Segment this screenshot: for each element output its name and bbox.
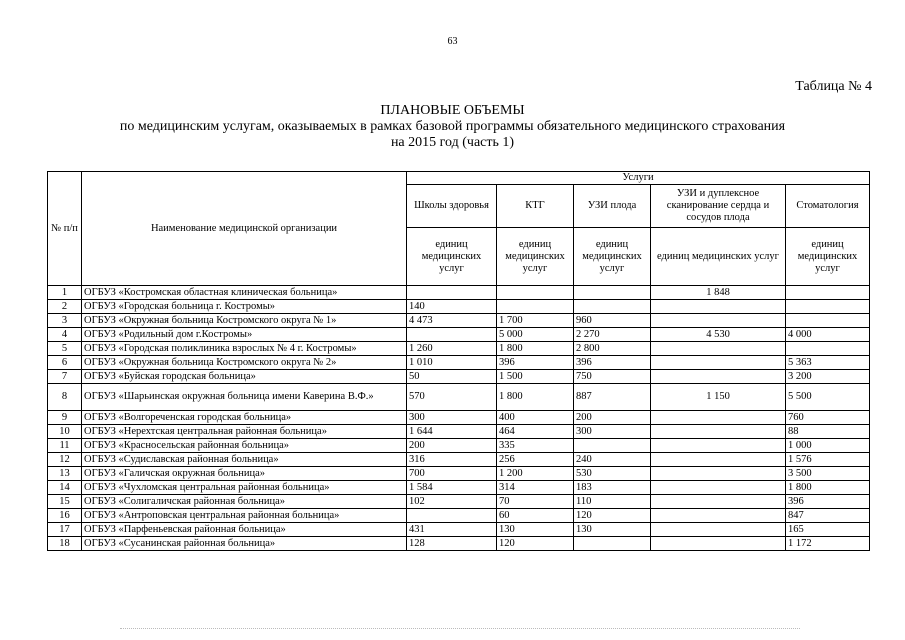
header-org: Наименование медицинской организации bbox=[82, 172, 407, 286]
row-number: 9 bbox=[48, 411, 82, 425]
value-heart-ultrasound bbox=[651, 411, 786, 425]
value-fetal-ultrasound bbox=[574, 286, 651, 300]
value-fetal-ultrasound: 750 bbox=[574, 370, 651, 384]
value-health-schools: 1 260 bbox=[407, 342, 497, 356]
value-fetal-ultrasound: 120 bbox=[574, 509, 651, 523]
table-row bbox=[48, 425, 870, 439]
header-unit-3: единиц медицинских услуг bbox=[574, 228, 651, 286]
table-row bbox=[48, 537, 870, 551]
value-dentistry: 88 bbox=[786, 425, 870, 439]
value-health-schools: 300 bbox=[407, 411, 497, 425]
value-ktg: 256 bbox=[497, 453, 574, 467]
value-heart-ultrasound bbox=[651, 300, 786, 314]
header-col-1: Школы здоровья bbox=[407, 185, 497, 228]
header-col-3: УЗИ плода bbox=[574, 185, 651, 228]
value-ktg: 60 bbox=[497, 509, 574, 523]
value-health-schools: 4 473 bbox=[407, 314, 497, 328]
row-number: 10 bbox=[48, 425, 82, 439]
org-name: ОГБУЗ «Буйская городская больница» bbox=[82, 370, 407, 384]
org-name: ОГБУЗ «Окружная больница Костромского округа № 2» bbox=[82, 356, 407, 370]
planned-volumes-table bbox=[47, 171, 870, 551]
value-health-schools: 128 bbox=[407, 537, 497, 551]
value-fetal-ultrasound: 396 bbox=[574, 356, 651, 370]
value-heart-ultrasound bbox=[651, 495, 786, 509]
value-ktg: 464 bbox=[497, 425, 574, 439]
header-services: Услуги bbox=[407, 172, 870, 185]
org-name: ОГБУЗ «Судиславская районная больница» bbox=[82, 453, 407, 467]
value-health-schools: 316 bbox=[407, 453, 497, 467]
value-health-schools: 1 644 bbox=[407, 425, 497, 439]
value-fetal-ultrasound: 300 bbox=[574, 425, 651, 439]
value-heart-ultrasound bbox=[651, 314, 786, 328]
table-row bbox=[48, 286, 870, 300]
value-fetal-ultrasound: 240 bbox=[574, 453, 651, 467]
title-line-1: ПЛАНОВЫЕ ОБЪЕМЫ bbox=[380, 103, 525, 118]
header-unit-5: единиц медицинских услуг bbox=[786, 228, 870, 286]
row-number: 3 bbox=[48, 314, 82, 328]
value-ktg: 5 000 bbox=[497, 328, 574, 342]
title-line-3: на 2015 год (часть 1) bbox=[390, 135, 515, 150]
value-health-schools: 50 bbox=[407, 370, 497, 384]
table-row bbox=[48, 467, 870, 481]
value-ktg: 1 800 bbox=[497, 342, 574, 356]
title-line-2: по медицинским услугам, оказываемых в рамках базовой программы обязательного медицинского страхования bbox=[119, 119, 786, 134]
value-health-schools: 200 bbox=[407, 439, 497, 453]
org-name: ОГБУЗ «Антроповская центральная районная больница» bbox=[82, 509, 407, 523]
value-ktg: 400 bbox=[497, 411, 574, 425]
row-number: 7 bbox=[48, 370, 82, 384]
table-row bbox=[48, 328, 870, 342]
value-health-schools: 1 584 bbox=[407, 481, 497, 495]
value-heart-ultrasound: 1 150 bbox=[651, 384, 786, 411]
value-heart-ultrasound bbox=[651, 453, 786, 467]
footer-scan-artifact bbox=[120, 628, 800, 631]
value-health-schools: 431 bbox=[407, 523, 497, 537]
value-fetal-ultrasound: 887 bbox=[574, 384, 651, 411]
value-health-schools: 140 bbox=[407, 300, 497, 314]
row-number: 12 bbox=[48, 453, 82, 467]
table-row bbox=[48, 384, 870, 411]
value-health-schools: 570 bbox=[407, 384, 497, 411]
org-name: ОГБУЗ «Городская больница г. Костромы» bbox=[82, 300, 407, 314]
value-heart-ultrasound bbox=[651, 356, 786, 370]
header-col-4: УЗИ и дуплексное сканирование сердца и сосудов плода bbox=[651, 185, 786, 228]
value-fetal-ultrasound: 2 270 bbox=[574, 328, 651, 342]
value-fetal-ultrasound: 960 bbox=[574, 314, 651, 328]
value-dentistry: 1 576 bbox=[786, 453, 870, 467]
row-number: 13 bbox=[48, 467, 82, 481]
value-ktg: 1 500 bbox=[497, 370, 574, 384]
value-heart-ultrasound: 1 848 bbox=[651, 286, 786, 300]
value-health-schools bbox=[407, 286, 497, 300]
value-dentistry bbox=[786, 314, 870, 328]
table-body bbox=[48, 286, 870, 551]
row-number: 4 bbox=[48, 328, 82, 342]
value-heart-ultrasound: 4 530 bbox=[651, 328, 786, 342]
value-ktg: 130 bbox=[497, 523, 574, 537]
document-title bbox=[0, 103, 905, 151]
org-name: ОГБУЗ «Городская поликлиника взрослых № 4 г. Костромы» bbox=[82, 342, 407, 356]
row-number: 11 bbox=[48, 439, 82, 453]
value-fetal-ultrasound bbox=[574, 439, 651, 453]
table-row bbox=[48, 411, 870, 425]
value-dentistry bbox=[786, 300, 870, 314]
value-ktg: 70 bbox=[497, 495, 574, 509]
value-ktg bbox=[497, 300, 574, 314]
row-number: 6 bbox=[48, 356, 82, 370]
org-name: ОГБУЗ «Родильный дом г.Костромы» bbox=[82, 328, 407, 342]
value-heart-ultrasound bbox=[651, 509, 786, 523]
row-number: 2 bbox=[48, 300, 82, 314]
org-name: ОГБУЗ «Галичская окружная больница» bbox=[82, 467, 407, 481]
org-name: ОГБУЗ «Костромская областная клиническая больница» bbox=[82, 286, 407, 300]
table-row bbox=[48, 523, 870, 537]
value-health-schools: 102 bbox=[407, 495, 497, 509]
value-dentistry: 4 000 bbox=[786, 328, 870, 342]
header-col-2: КТГ bbox=[497, 185, 574, 228]
table-row bbox=[48, 370, 870, 384]
value-heart-ultrasound bbox=[651, 439, 786, 453]
table-row bbox=[48, 356, 870, 370]
org-name: ОГБУЗ «Солигаличская районная больница» bbox=[82, 495, 407, 509]
value-fetal-ultrasound: 2 800 bbox=[574, 342, 651, 356]
org-name: ОГБУЗ «Нерехтская центральная районная больница» bbox=[82, 425, 407, 439]
value-heart-ultrasound bbox=[651, 537, 786, 551]
org-name: ОГБУЗ «Чухломская центральная районная больница» bbox=[82, 481, 407, 495]
value-heart-ultrasound bbox=[651, 467, 786, 481]
org-name: ОГБУЗ «Волгореченская городская больница» bbox=[82, 411, 407, 425]
org-name: ОГБУЗ «Шарьинская окружная больница имени Каверина В.Ф.» bbox=[82, 384, 407, 411]
table-row bbox=[48, 509, 870, 523]
value-fetal-ultrasound: 110 bbox=[574, 495, 651, 509]
value-ktg: 314 bbox=[497, 481, 574, 495]
value-dentistry: 847 bbox=[786, 509, 870, 523]
value-ktg bbox=[497, 286, 574, 300]
row-number: 8 bbox=[48, 384, 82, 411]
org-name: ОГБУЗ «Окружная больница Костромского округа № 1» bbox=[82, 314, 407, 328]
value-ktg: 396 bbox=[497, 356, 574, 370]
value-dentistry: 760 bbox=[786, 411, 870, 425]
table-row bbox=[48, 495, 870, 509]
value-ktg: 335 bbox=[497, 439, 574, 453]
value-ktg: 1 700 bbox=[497, 314, 574, 328]
value-health-schools: 700 bbox=[407, 467, 497, 481]
value-dentistry: 1 000 bbox=[786, 439, 870, 453]
value-dentistry: 1 172 bbox=[786, 537, 870, 551]
org-name: ОГБУЗ «Красносельская районная больница» bbox=[82, 439, 407, 453]
row-number: 5 bbox=[48, 342, 82, 356]
value-dentistry bbox=[786, 286, 870, 300]
value-fetal-ultrasound: 183 bbox=[574, 481, 651, 495]
value-fetal-ultrasound: 530 bbox=[574, 467, 651, 481]
table-row bbox=[48, 300, 870, 314]
value-ktg: 1 200 bbox=[497, 467, 574, 481]
row-number: 14 bbox=[48, 481, 82, 495]
value-heart-ultrasound bbox=[651, 342, 786, 356]
org-name: ОГБУЗ «Сусанинская районная больница» bbox=[82, 537, 407, 551]
value-fetal-ultrasound: 200 bbox=[574, 411, 651, 425]
value-fetal-ultrasound bbox=[574, 300, 651, 314]
value-ktg: 1 800 bbox=[497, 384, 574, 411]
value-dentistry: 5 500 bbox=[786, 384, 870, 411]
value-dentistry: 5 363 bbox=[786, 356, 870, 370]
value-ktg: 120 bbox=[497, 537, 574, 551]
page-number: 63 bbox=[447, 36, 458, 47]
header-unit-4: единиц медицинских услуг bbox=[651, 228, 786, 286]
header-unit-2: единиц медицинских услуг bbox=[497, 228, 574, 286]
value-health-schools: 1 010 bbox=[407, 356, 497, 370]
table-row bbox=[48, 314, 870, 328]
header-col-5: Стоматология bbox=[786, 185, 870, 228]
row-number: 1 bbox=[48, 286, 82, 300]
value-dentistry: 3 500 bbox=[786, 467, 870, 481]
value-heart-ultrasound bbox=[651, 523, 786, 537]
value-heart-ultrasound bbox=[651, 425, 786, 439]
table-row bbox=[48, 481, 870, 495]
row-number: 17 bbox=[48, 523, 82, 537]
table-row bbox=[48, 453, 870, 467]
value-fetal-ultrasound bbox=[574, 537, 651, 551]
row-number: 16 bbox=[48, 509, 82, 523]
value-health-schools bbox=[407, 509, 497, 523]
row-number: 15 bbox=[48, 495, 82, 509]
header-unit-1: единиц медицинских услуг bbox=[407, 228, 497, 286]
value-dentistry: 165 bbox=[786, 523, 870, 537]
value-dentistry: 1 800 bbox=[786, 481, 870, 495]
value-dentistry bbox=[786, 342, 870, 356]
value-dentistry: 396 bbox=[786, 495, 870, 509]
value-dentistry: 3 200 bbox=[786, 370, 870, 384]
row-number: 18 bbox=[48, 537, 82, 551]
value-heart-ultrasound bbox=[651, 481, 786, 495]
table-label: Таблица № 4 bbox=[795, 79, 872, 94]
table-row bbox=[48, 342, 870, 356]
value-fetal-ultrasound: 130 bbox=[574, 523, 651, 537]
value-health-schools bbox=[407, 328, 497, 342]
table-row bbox=[48, 439, 870, 453]
value-heart-ultrasound bbox=[651, 370, 786, 384]
org-name: ОГБУЗ «Парфеньевская районная больница» bbox=[82, 523, 407, 537]
header-num: № п/п bbox=[48, 172, 82, 286]
